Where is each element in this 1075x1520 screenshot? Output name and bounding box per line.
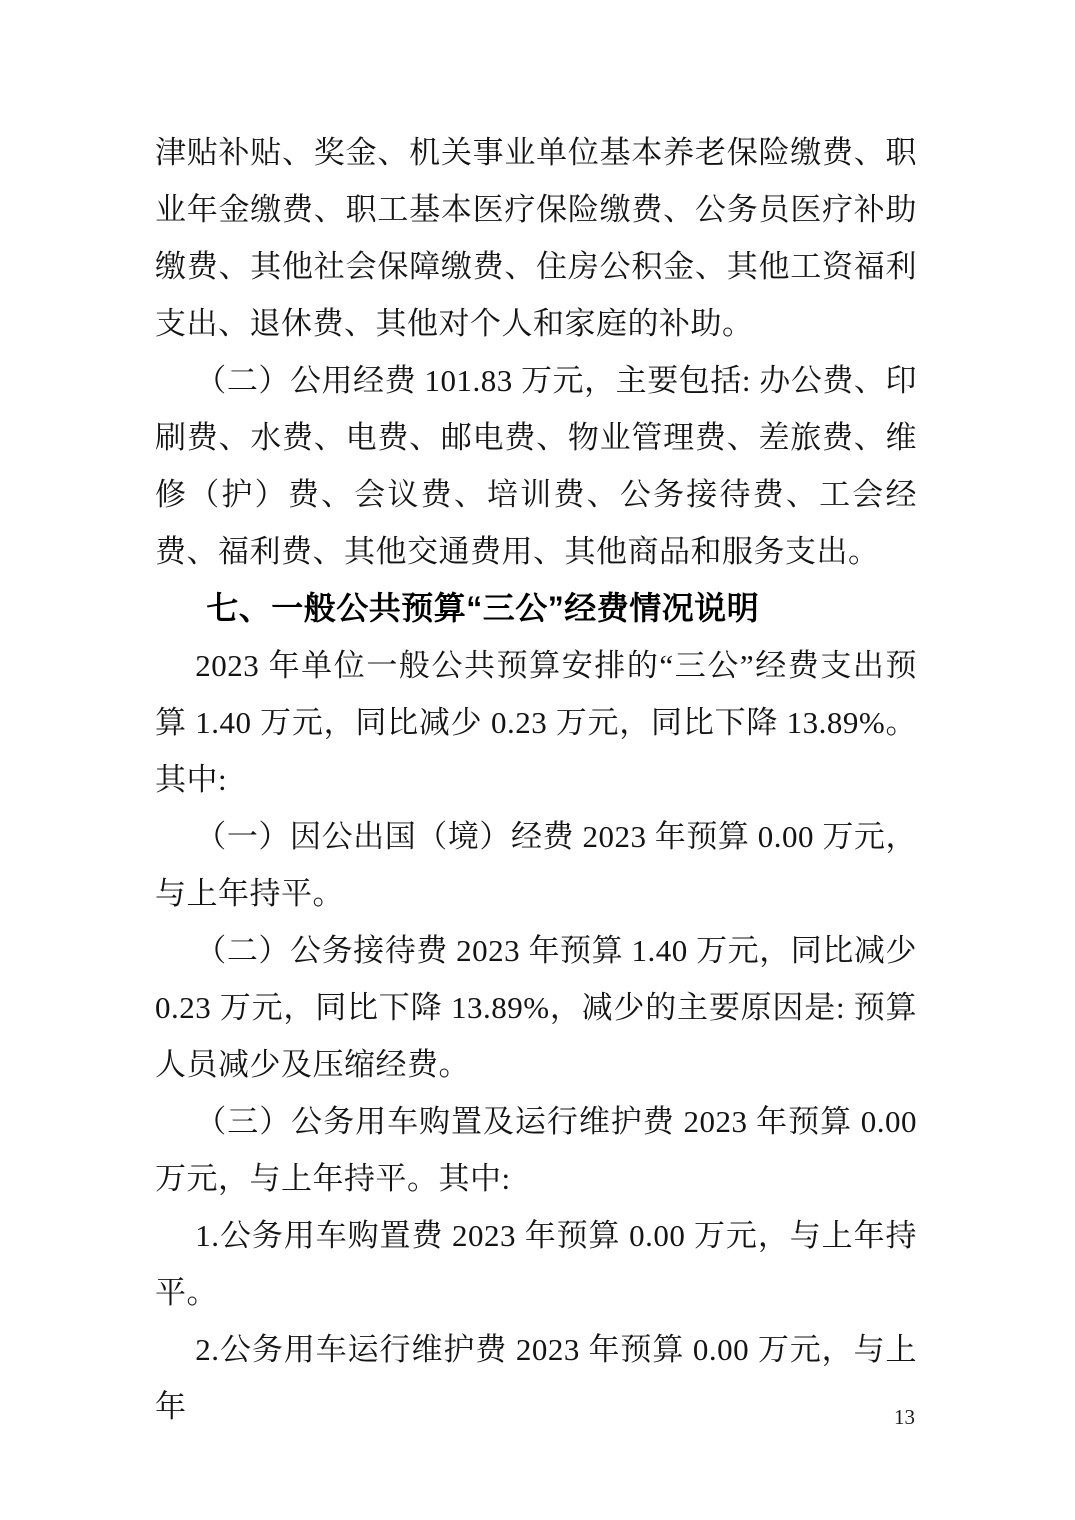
document-body: [155, 124, 917, 1435]
paragraph-vehicle-operation: 2.公务用车运行维护费 2023 年预算 0.00 万元，与上年: [155, 1332, 917, 1424]
paragraph-public-funds: （二）公用经费 101.83 万元，主要包括: 办公费、印刷费、水费、电费、邮电费、物业管理费、差旅费、维修（护）费、会议费、培训费、公务接待费、工会经费、福利费、其他交通费用、其他商品和服务支出。: [155, 363, 917, 569]
paragraph-official-vehicles-total: （三）公务用车购置及运行维护费 2023 年预算 0.00 万元，与上年持平。其中:: [155, 1104, 917, 1196]
paragraph-overseas-travel: （一）因公出国（境）经费 2023 年预算 0.00 万元，与上年持平。: [155, 819, 917, 911]
section-heading-three-public-expenses: 七、一般公共预算“三公”经费情况说明: [206, 590, 760, 626]
paragraph-official-reception: （二）公务接待费 2023 年预算 1.40 万元，同比减少 0.23 万元，同比下降 13.89%，减少的主要原因是: 预算人员减少及压缩经费。: [155, 933, 917, 1082]
paragraph-three-public-overview: 2023 年单位一般公共预算安排的“三公”经费支出预算 1.40 万元，同比减少 0.23 万元，同比下降 13.89%。其中:: [155, 648, 917, 797]
page-number: 13: [894, 1405, 915, 1429]
paragraph-vehicle-purchase: 1.公务用车购置费 2023 年预算 0.00 万元，与上年持平。: [155, 1218, 917, 1310]
paragraph-wage-welfare-items-continued: 津贴补贴、奖金、机关事业单位基本养老保险缴费、职业年金缴费、职工基本医疗保险缴费、公务员医疗补助缴费、其他社会保障缴费、住房公积金、其他工资福利支出、退休费、其他对个人和家庭的补助。: [155, 135, 917, 341]
